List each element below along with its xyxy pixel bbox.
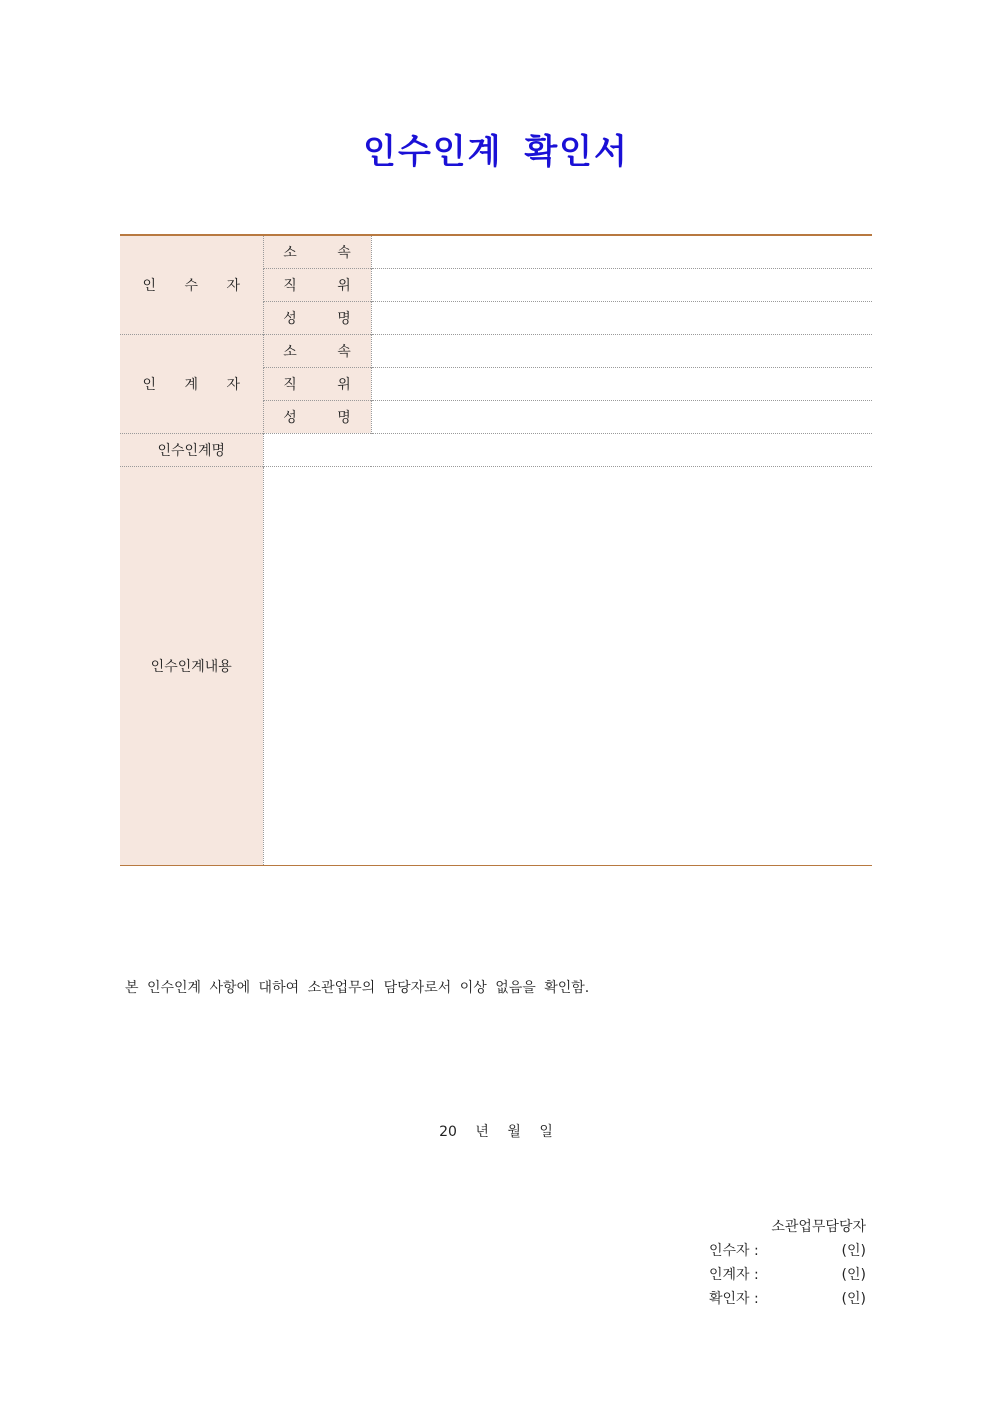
receiver-affiliation-field[interactable] — [371, 235, 872, 268]
signature-label-handover: 인계자 : — [709, 1267, 759, 1283]
handover-group-label: 인 계 자 — [120, 334, 263, 433]
handover-title-field[interactable] — [263, 433, 872, 466]
handover-name-label: 성 명 — [263, 400, 371, 433]
handover-name-field[interactable] — [371, 400, 872, 433]
handover-position-field[interactable] — [371, 367, 872, 400]
handover-title-row — [120, 433, 872, 466]
seal-mark-receiver: (인) — [841, 1243, 866, 1259]
handover-content-row — [120, 466, 872, 865]
signature-header: 소관업무담당자 — [771, 1219, 866, 1235]
signature-label-receiver: 인수자 : — [709, 1243, 759, 1259]
receiver-name-label: 성 명 — [263, 301, 371, 334]
receiver-affiliation-label: 소 속 — [263, 235, 371, 268]
handover-content-field[interactable] — [263, 466, 872, 865]
receiver-group-label: 인 수 자 — [120, 235, 263, 334]
signature-label-confirmer: 확인자 : — [709, 1291, 759, 1307]
seal-mark-confirmer: (인) — [841, 1291, 866, 1307]
handover-affiliation-row — [120, 334, 872, 367]
handover-affiliation-field[interactable] — [371, 334, 872, 367]
receiver-affiliation-row — [120, 235, 872, 268]
confirmation-statement: 본 인수인계 사항에 대하여 소관업무의 담당자로서 이상 없음을 확인함. — [125, 980, 590, 996]
seal-mark-handover: (인) — [841, 1267, 866, 1283]
receiver-name-field[interactable] — [371, 301, 872, 334]
signature-row-handover — [606, 1263, 866, 1287]
signature-row-confirmer — [606, 1287, 866, 1311]
receiver-position-label: 직 위 — [263, 268, 371, 301]
date-line: 20 년 월 일 — [439, 1124, 553, 1140]
handover-form-table — [120, 234, 872, 866]
handover-affiliation-label: 소 속 — [263, 334, 371, 367]
signature-block — [606, 1215, 866, 1311]
page-title: 인수인계 확인서 — [363, 132, 629, 172]
signature-row-receiver — [606, 1239, 866, 1263]
handover-position-label: 직 위 — [263, 367, 371, 400]
receiver-position-field[interactable] — [371, 268, 872, 301]
handover-title-label: 인수인계명 — [120, 433, 263, 466]
handover-content-label: 인수인계내용 — [120, 466, 263, 865]
